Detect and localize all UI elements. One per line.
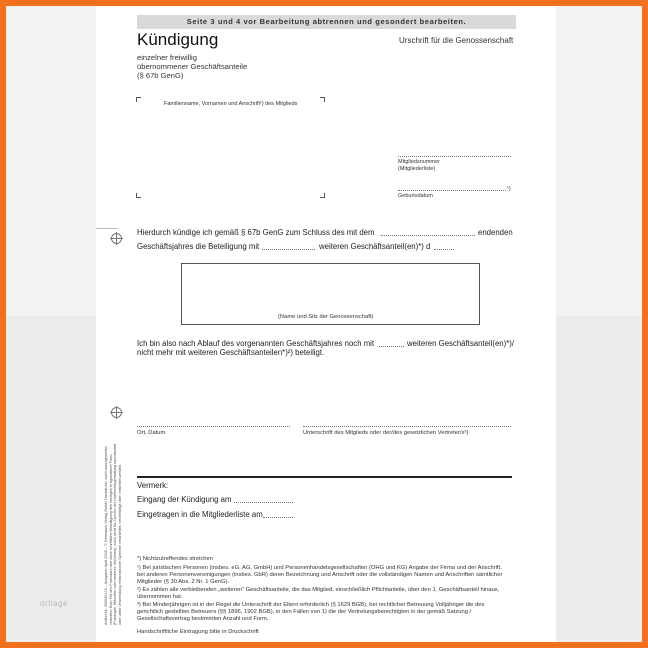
address-corner-bl xyxy=(136,193,141,198)
footnote-star: *) Nichtzutreffendes streichen xyxy=(137,556,213,562)
signature-label: Unterschrift des Mitglieds oder der/des gesetzlichen Vertreter/s³) xyxy=(303,430,469,436)
receipt-date-label: Eingang der Kündigung am xyxy=(137,495,232,504)
receipt-date-field[interactable] xyxy=(234,502,293,503)
punch-hole-mark-bottom xyxy=(111,407,122,418)
termination-text-2b: weiteren Geschäftsanteil(en)*) d xyxy=(319,242,431,251)
subtitle-line-3: (§ 67b GenG) xyxy=(137,71,184,80)
remaining-shares-text-2: nicht mehr mit weiteren Geschäftsanteilen*)²) beteiligt. xyxy=(137,348,325,357)
office-divider xyxy=(137,476,512,478)
member-name-label: Familienname, Vornamen und Anschrift¹) des Mitglieds xyxy=(164,101,298,107)
handwriting-note: Handschriftliche Eintragung bitte in Druckschrift xyxy=(137,629,259,635)
fiscal-year-end-field[interactable] xyxy=(381,235,475,236)
copy-label: Urschrift für die Genossenschaft xyxy=(399,36,514,45)
termination-text-1a: Hierdurch kündige ich gemäß § 67b GenG zum Schluss des mit dem xyxy=(137,228,375,237)
place-date-field[interactable] xyxy=(137,426,290,427)
remaining-shares-field[interactable] xyxy=(379,346,404,347)
registration-date-field[interactable] xyxy=(263,517,293,518)
punch-hole-mark-top xyxy=(111,233,122,244)
remaining-shares-text-1b: weiteren Geschäftsanteil(en)*)/ xyxy=(407,339,515,348)
member-number-label: Mitgliedsnummer xyxy=(398,159,440,165)
footnote-3: ³) Bei Minderjährigen ist in der Regel die Unterschrift der Eltern erforderlich (§ 1629 BGB), bei rechtlicher Betreuung Volljähriger die des gerichtlich gestellten Betreuers (§§ 1896, 1902 BGB), in den Fällen von 1) die der Vertretungsberechtigten in der gemäß Satzung / Gesellschaftsvertrag bestimmten Anzahl und Form. xyxy=(137,602,485,622)
termination-text-1b: endenden xyxy=(478,228,513,237)
footnote-1: ¹) Bei juristischen Personen (insbes. eG, AG, GmbH) und Personenhandelsgesellschaften (OHG und KG) Angabe der Firma und der Anschrift, bei anderen Personenvereinigungen (insbes. GbR) deren Bezeichnung und Anschrift oder die vollständigen Namen und Anschriften sämtlicher Mitglieder (§ 30 Abs. 2 Nr. 1 GenG). xyxy=(137,565,503,585)
registration-date-label: Eingetragen in die Mitgliederliste am xyxy=(137,510,263,519)
shares-count-field[interactable] xyxy=(262,249,315,250)
side-print-imprint: Artikel-Nr. 390030123 – Ausgabe: April 2008 – © Hermanns Verlag GmbH Nachdruck, auch auszugsweise, verboten. Kein Teil des Formulars darf ohne schriftliche Einwilligung des Verlages in irgendeiner Form (Fotokopie, Mikrofilm oder anderes Verfahren), auch nicht für Zwecke der Unterrichtsgestaltung reproduziert oder unter Verwendung elektronischer Systeme verarbeitet, vervielfältigt oder verbreitet werden. xyxy=(104,443,122,625)
banner: Seite 3 und 4 vor Bearbeitung abtrennen und gesondert bearbeiten. xyxy=(137,15,516,29)
birthdate-footnote-mark: ¹) xyxy=(507,186,511,192)
place-date-label: Ort, Datum xyxy=(137,430,166,436)
member-number-field[interactable] xyxy=(398,156,511,157)
watermark: ortiage xyxy=(40,599,68,608)
remaining-shares-text-1a: Ich bin also nach Ablauf des vorgenannten Geschäftsjahres noch mit xyxy=(137,339,375,348)
termination-text-2a: Geschäftsjahres die Beteiligung mit xyxy=(137,242,260,251)
subtitle-line-1: einzelner freiwillig xyxy=(137,53,197,62)
document-title: Kündigung xyxy=(137,30,219,49)
cooperative-box-label: (Name und Sitz der Genossenschaft) xyxy=(278,314,374,320)
birthdate-label: Geburtsdatum xyxy=(398,193,433,199)
note-heading: Vermerk: xyxy=(137,481,169,490)
address-corner-tl xyxy=(136,97,141,102)
address-corner-tr xyxy=(320,97,325,102)
address-corner-br xyxy=(320,193,325,198)
footnote-2: ²) Es zählen alle verbleibenden „weiteren“ Geschäftsanteile, die das Mitglied, einschließlich Pflichtanteile, über den 1. Geschäftsanteil hinaus, übernommen hat. xyxy=(137,587,500,600)
member-list-label: (Mitgliederliste) xyxy=(398,166,436,172)
birthdate-field[interactable] xyxy=(398,190,506,191)
fold-mark xyxy=(96,228,118,229)
subtitle-line-2: übernommener Geschäftsanteile xyxy=(137,62,248,71)
signature-field[interactable] xyxy=(303,426,511,427)
article-field[interactable] xyxy=(434,249,454,250)
